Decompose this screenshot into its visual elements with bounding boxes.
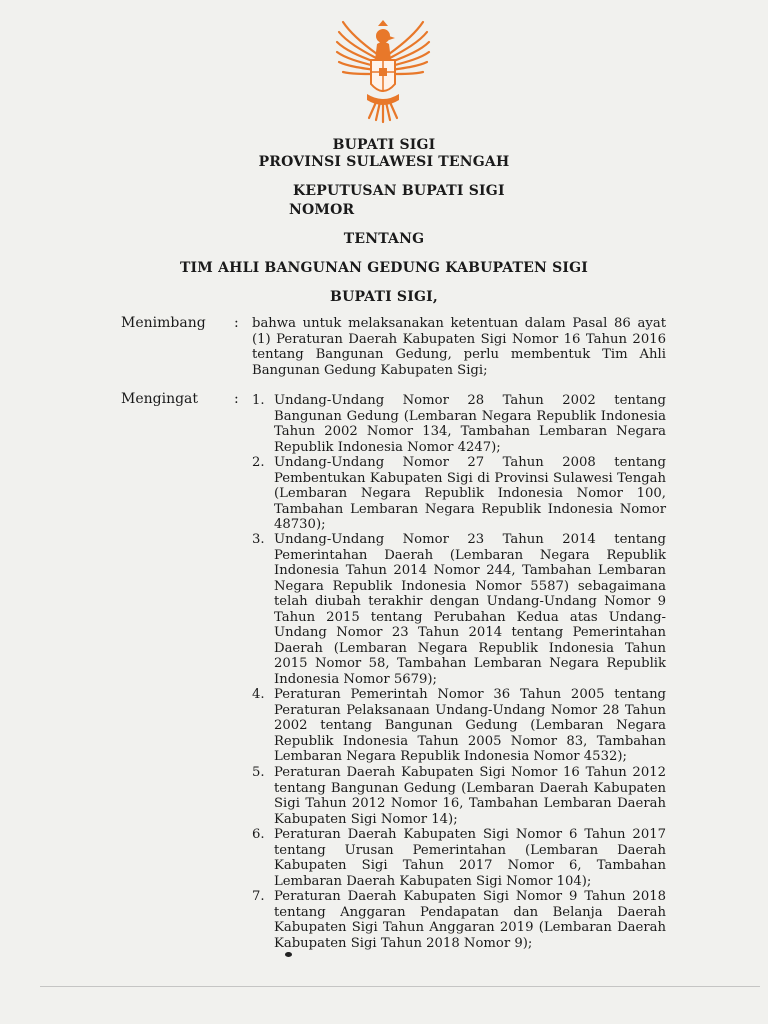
list-item-text: Undang-Undang Nomor 27 Tahun 2008 tentang Pembentukan Kabupaten Sigi di Provinsi Sulawesi Tengah (Lembaran Negara Republik Indonesia Nomor 100, Tambahan Lembaran Negara Republik Indonesia Nomor 48730); <box>274 455 666 532</box>
list-item-text: Peraturan Daerah Kabupaten Sigi Nomor 9 Tahun 2018 tentang Anggaran Pendapatan dan Belanja Daerah Kabupaten Sigi Tahun Anggaran 2019 (Lembaran Daerah Kabupaten Sigi Tahun 2018 Nomor 9); <box>274 889 666 951</box>
list-item <box>252 687 666 765</box>
menimbang-text: bahwa untuk melaksanakan ketentuan dalam Pasal 86 ayat (1) Peraturan Daerah Kabupaten Sigi Nomor 16 Tahun 2016 tentang Bangunan Gedung, perlu membentuk Tim Ahli Bangunan Gedung Kabupaten Sigi; <box>252 316 666 378</box>
list-item <box>252 765 666 827</box>
list-item-text: Peraturan Daerah Kabupaten Sigi Nomor 16 Tahun 2012 tentang Bangunan Gedung (Lembaran Daerah Kabupaten Sigi Tahun 2012 Nomor 16, Tambahan Lembaran Daerah Kabupaten Sigi Nomor 14); <box>274 765 666 827</box>
list-item <box>252 827 666 889</box>
list-item-number: 7. <box>252 889 265 904</box>
list-item-number: 2. <box>252 455 265 470</box>
list-item-text: Peraturan Daerah Kabupaten Sigi Nomor 6 Tahun 2017 tentang Urusan Pemerintahan (Lembaran Daerah Kabupaten Sigi Tahun 2017 Nomor 6, Tambahan Lembaran Daerah Kabupaten Sigi Nomor 104); <box>274 827 666 889</box>
list-item <box>252 455 666 532</box>
decree-title: KEPUTUSAN BUPATI SIGI <box>293 183 505 199</box>
list-item-text: Undang-Undang Nomor 28 Tahun 2002 tentang Bangunan Gedung (Lembaran Negara Republik Indonesia Tahun 2002 Nomor 134, Tambahan Lembaran Negara Republik Indonesia Nomor 4247); <box>274 393 666 455</box>
list-item <box>252 532 666 687</box>
list-item-number: 6. <box>252 827 265 842</box>
list-item-number: 1. <box>252 393 265 408</box>
province-heading: PROVINSI SULAWESI TENGAH <box>258 154 510 170</box>
issuer-name-heading: BUPATI SIGI, <box>330 289 438 305</box>
mengingat-colon: : <box>234 391 239 407</box>
ink-dot <box>285 952 292 957</box>
mengingat-label: Mengingat <box>121 391 199 407</box>
garuda-emblem-icon <box>333 14 433 126</box>
scan-edge-line <box>40 986 760 987</box>
decree-number-label: NOMOR <box>289 202 355 218</box>
list-item-text: Undang-Undang Nomor 23 Tahun 2014 tentang Pemerintahan Daerah (Lembaran Negara Republik Indonesia Tahun 2014 Nomor 244, Tambahan Lembaran Negara Republik Indonesia Nomor 5587) sebagaimana telah diubah terakhir dengan Undang-Undang Nomor 9 Tahun 2015 tentang Perubahan Kedua atas Undang-Undang Nomor 23 Tahun 2014 tentang Pemerintahan Daerah (Lembaran Negara Republik Indonesia Tahun 2015 Nomor 58, Tambahan Lembaran Negara Republik Indonesia Nomor 5679); <box>274 532 666 687</box>
mengingat-list <box>252 393 666 951</box>
issuer-heading: BUPATI SIGI <box>332 137 436 153</box>
list-item <box>252 889 666 951</box>
list-item <box>252 393 666 455</box>
menimbang-label: Menimbang <box>121 315 206 331</box>
about-heading: TENTANG <box>343 231 425 247</box>
list-item-number: 5. <box>252 765 265 780</box>
list-item-number: 4. <box>252 687 265 702</box>
menimbang-colon: : <box>234 315 239 331</box>
list-item-text: Peraturan Pemerintah Nomor 36 Tahun 2005 tentang Peraturan Pelaksanaan Undang-Undang Nomor 28 Tahun 2002 tentang Bangunan Gedung (Lembaran Negara Republik Indonesia Tahun 2005 Nomor 83, Tambahan Lembaran Negara Republik Indonesia Nomor 4532); <box>274 687 666 764</box>
subject-heading: TIM AHLI BANGUNAN GEDUNG KABUPATEN SIGI <box>179 260 589 276</box>
list-item-number: 3. <box>252 532 265 547</box>
